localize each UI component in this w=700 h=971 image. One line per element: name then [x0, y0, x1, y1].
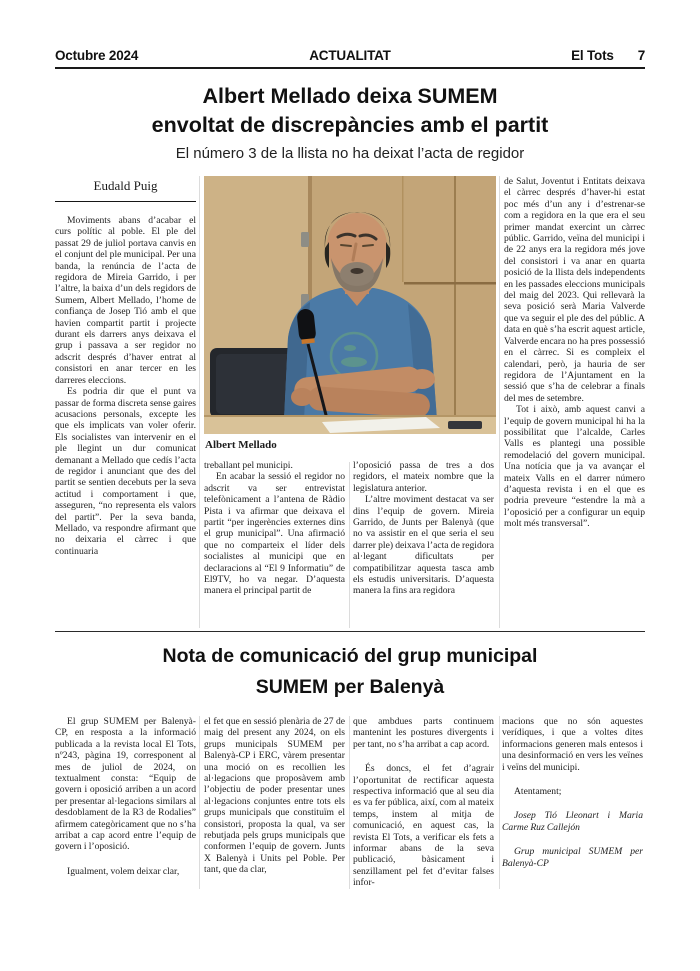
paragraph: el fet que en sessió plenària de 27 de maig del present any 2024, on els grups municipals SUMEM per Balenyà-CP i ERC, vàrem presentar una moció on es recollien les al·legacions que proposàvem amb l’objectiu de poder presentar unes al·legacions conjuntes entre tots els grups municipals que constituïm el consistori, proposta la qual, va ser rebutjada pels grups municipals que conformen l’equip de govern. Junts X Balenyà i Units pel Poble. Per tant, que da clar,	[204, 716, 345, 876]
article1-subheadline: El número 3 de la llista no ha deixat l’acta de regidor	[175, 145, 525, 162]
phone	[448, 421, 482, 429]
door-hinge	[301, 232, 309, 247]
article2-column-1	[55, 716, 196, 889]
paragraph: que ambdues parts continuem mantenint les postures divergents i per tant, no s’ha arribat a cap acord.	[353, 716, 494, 750]
paragraph: l’oposició passa de tres a dos regidors, el mateix nombre que la legislatura anterior.	[353, 460, 494, 494]
paragraph: L’altre moviment destacat va ser dins l’equip de govern. Mireia Garrido, de Junts per Balenyà (que no va assistir en el que seria el seu darrer ple) deixava l’acta de regidora al·legant dificultats per compatibilitzar aquesta tasca amb els estudis universitaris. D’aquesta manera la fins ara regidora	[353, 494, 494, 597]
paragraph: És doncs, el fet d’agrair l’oportunitat de rectificar aquesta respectiva informació que al seu dia es va fer pública, així, com al mateix temps, instem al mitja de comunicació, en aquest cas, la revista El Tots, a verificar els fets a informar abans de la seva publicació, bàsicament i senzillament pel fet d’evitar falses infor-	[353, 763, 494, 889]
article1-headline	[55, 82, 645, 140]
magazine-name: El Tots	[571, 48, 614, 63]
signature-names: Josep Tió Lleonart i Maria Carme Ruz Callejón	[502, 810, 643, 833]
article1-column-4	[504, 176, 645, 628]
article2-column-2	[204, 716, 345, 889]
byline: Eudald Puig	[55, 176, 196, 202]
article1-column-1	[55, 176, 196, 628]
paragraph: de Salut, Joventut i Entitats deixava el càrrec després d’haver-hi estat poc més d’un any i d’estrenar-se com a regidora en la que era el seu primer mandat exercint un càrrec públic. Garrido, veïna del municipi i de 22 anys era la regidora més jove del consistori i va anar en quarta posició de la llista dels independents en les passades eleccions municipals del maig del 2023. Qui rellevarà la seva posició serà Maria Valverde que va seguir el ple des del públic. A data en què s’ha escrit aquest article, Valverde encara no ha pres possessió en el càrrec. Si es compleix el calendari, però, ja hauria de ser regidora de l’Ajuntament en la sessió que s’ha de celebrar a finals del mes de setembre.	[504, 176, 645, 404]
headline-line1: Albert Mellado deixa SUMEM	[202, 84, 498, 108]
article1-middle-columns	[204, 176, 496, 628]
issue-date: Octubre 2024	[55, 48, 139, 63]
column-rule	[349, 716, 350, 889]
column-rule	[199, 716, 200, 889]
paragraph: Tot i això, amb aquest canvi a l’equip de govern municipal hi ha la possibilitat que l’alcalde, Carles Valls es plantegi una possible remodelació del govern municipal. Una notícia que ja va avançar el mateix Valls en el darrer número d’aquesta revista i en el que es podria preveure “estendre la mà a l’oposició per a configurar un equip molt més transversal”.	[504, 404, 645, 530]
page-number: 7	[637, 48, 645, 63]
closing-word: Atentament;	[514, 786, 562, 798]
column-rule	[349, 462, 350, 628]
paragraph: treballant pel municipi.	[204, 460, 293, 471]
column-rule	[499, 176, 500, 628]
article2-body	[55, 716, 645, 889]
headline-line2: SUMEM per Balenyà	[255, 676, 445, 698]
paragraph: En acabar la sessió el regidor no adscrit va ser entrevistat telefònicament a l’antena de Ràdio Pista i va afirmar que deixava el partit “per ingerències externes dins el grup municipal”. Una afirmació que no comparteix el líder dels socialistes al municipi que en declaracions al “El 9 Informatiu” de El9TV, ho va negar. D’aquesta manera el principal partit de	[204, 471, 345, 597]
article2-column-4	[502, 716, 643, 889]
paragraph: Igualment, volem deixar clar,	[67, 865, 180, 877]
article1-column-2	[204, 460, 345, 597]
paragraph: Moviments abans d’acabar el curs polític al poble. El ple del passat 29 de juliol portava canvis en el conjunt del ple municipal. Per una banda, la renúncia de l’acta de regidora de Mireia Garrido, i per l’altre, la baixa d’un dels regidors de Sumem, Albert Mellado, l’home de confiança de Josep Tió amb el que havien compartit partit i projecte durant els darrers anys deixava el grup i passava a ser regidor no adscrit després d’haver entrat al consistori en anar tercer en les darreres eleccions.	[55, 215, 196, 386]
page-header	[55, 48, 645, 69]
masthead-and-page	[391, 48, 645, 63]
signature-group: Grup municipal SUMEM per Balenyà-CP	[502, 846, 643, 869]
column-rule	[499, 716, 500, 889]
section-title: ACTUALITAT	[309, 48, 391, 63]
paragraph: El grup SUMEM per Balenyà-CP, en resposta a la informació publicada a la revista local El Tots, nº243, pàgina 19, corresponent al mes de juliol de 2024, on textualment consta: “Equip de govern i oposició arriben a un acord per presentar al·legacions similars al desdoblament de la R3 de Rodalies” afirmem categòricament que no s’ha arribat a cap acord entre l’equip de govern i l’oposició.	[55, 716, 196, 853]
article1-columns-2-3	[204, 460, 496, 597]
paragraph: macions que no són aquestes verídiques, i que a voltes dites informacions generen mals entesos i una desinformació en vers les veïnes i veïns del municipi.	[502, 716, 643, 773]
headline-line2: envoltat de discrepàncies amb el partit	[151, 113, 549, 137]
page-content	[55, 48, 645, 889]
column-rule	[199, 176, 200, 628]
article1-body	[55, 176, 645, 628]
paragraph: Es podria dir que el punt va passar de forma discreta sense gaires acusacions personals, excepte les que els implicats van voler oferir. Els socialistes van intervenir en el ple llegint un dur comunicat demanant a Mellado que cedís l’acta de regidor i anunciant que des del partit se sentien decebuts per la seva actitud i comportament i que, asseguren, “no representa els valors del partit”. Per la seva banda, Mellado, va respondre afirmant que no deixaria el càrrec i que continuaria	[55, 386, 196, 557]
article2-column-3	[353, 716, 494, 889]
photo-caption: Albert Mellado	[205, 439, 277, 451]
article-photo	[204, 176, 496, 434]
headline-line1: Nota de comunicació del grup municipal	[162, 645, 538, 667]
article2-headline	[55, 641, 645, 703]
article1-column-3	[353, 460, 494, 597]
article-divider-rule	[55, 631, 645, 632]
table	[204, 415, 496, 434]
